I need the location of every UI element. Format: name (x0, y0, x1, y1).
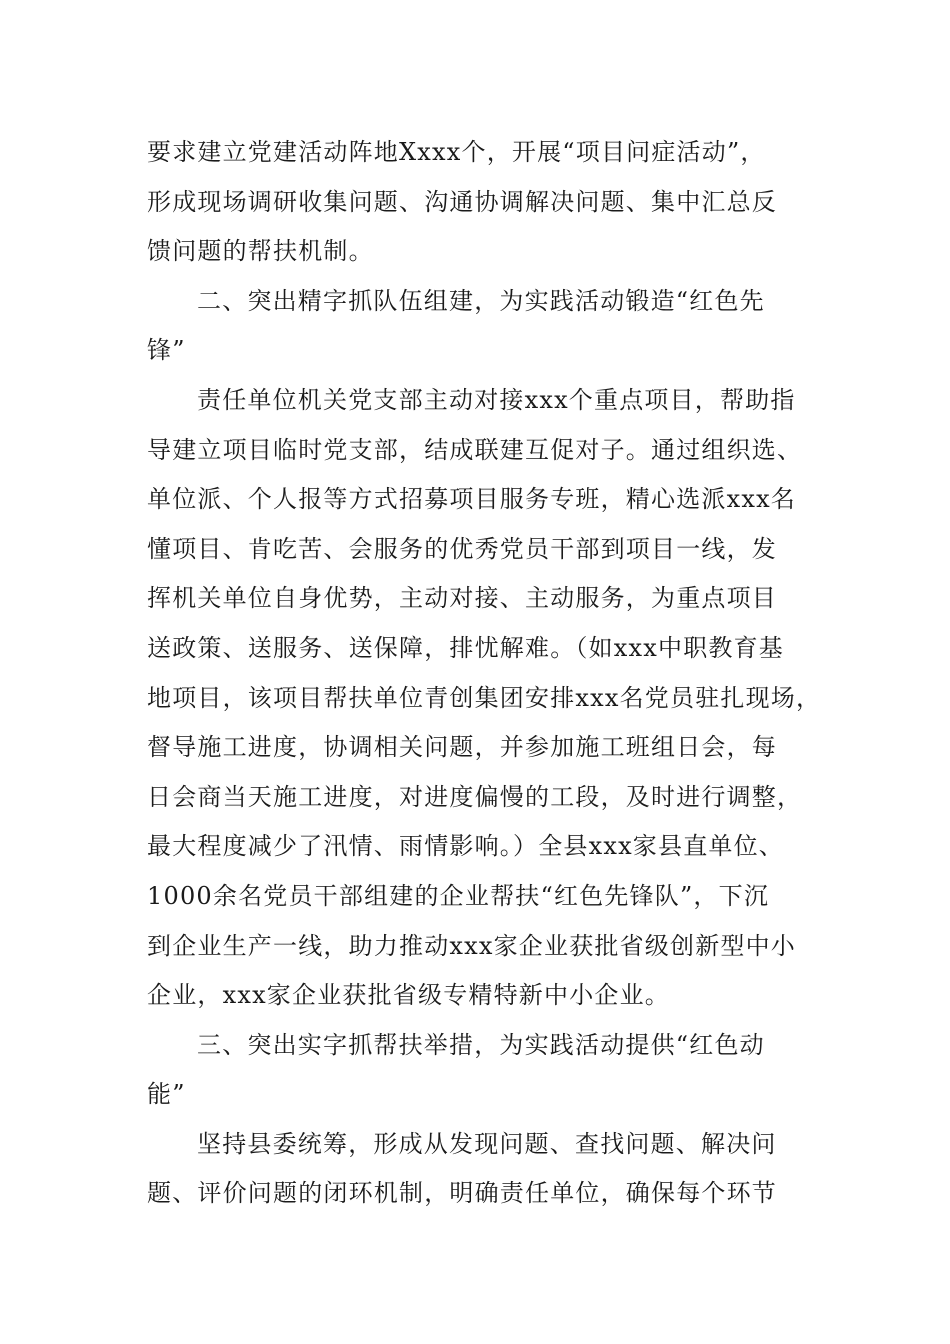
text-line: 馈问题的帮扶机制。 (147, 237, 374, 266)
text-line: 到企业生产一线，助力推动xxx家企业获批省级创新型中小 (147, 931, 797, 960)
text-line: 要求建立党建活动阵地Xxxx个，开展“项目问症活动”， (147, 138, 766, 166)
text-line: 形成现场调研收集问题、沟通协调解决问题、集中汇总反 (147, 187, 777, 216)
text-line: 单位派、个人报等方式招募项目服务专班，精心选派xxx名 (147, 485, 797, 514)
text-line: 锋” (147, 336, 186, 365)
paragraph-first-line: 坚持县委统筹，形成从发现问题、查找问题、解决问 (197, 1129, 777, 1158)
text-line: 1000余名党员干部组建的企业帮扶“红色先锋队”，下沉 (147, 881, 770, 910)
text-line: 地项目，该项目帮扶单位青创集团安排xxx名党员驻扎现场， (147, 683, 822, 712)
paragraph-first-line: 三、突出实字抓帮扶举措，为实践活动提供“红色动 (197, 1030, 765, 1059)
paragraph-first-line: 责任单位机关党支部主动对接xxx个重点项目，帮助指 (197, 385, 796, 414)
text-line: 日会商当天施工进度，对进度偏慢的工段，及时进行调整， (147, 782, 803, 811)
text-line: 题、评价问题的闭环机制，明确责任单位，确保每个环节 (147, 1179, 777, 1208)
text-line: 送政策、送服务、送保障，排忧解难。（如xxx中职教育基 (147, 633, 785, 662)
paragraph-first-line: 二、突出精字抓队伍组建，为实践活动锻造“红色先 (197, 286, 765, 315)
text-line: 导建立项目临时党支部，结成联建互促对子。通过组织选、 (147, 435, 803, 464)
text-line: 企业，xxx家企业获批省级专精特新中小企业。 (147, 981, 671, 1010)
text-line: 懂项目、肯吃苦、会服务的优秀党员干部到项目一线，发 (147, 534, 777, 563)
document-body (147, 128, 837, 1219)
text-line: 能” (147, 1080, 186, 1109)
text-line: 最大程度减少了汛情、雨情影响。）全县xxx家县直单位、 (147, 832, 785, 861)
text-line: 挥机关单位自身优势，主动对接、主动服务，为重点项目 (147, 584, 777, 613)
text-line: 督导施工进度，协调相关问题，并参加施工班组日会，每 (147, 733, 777, 762)
